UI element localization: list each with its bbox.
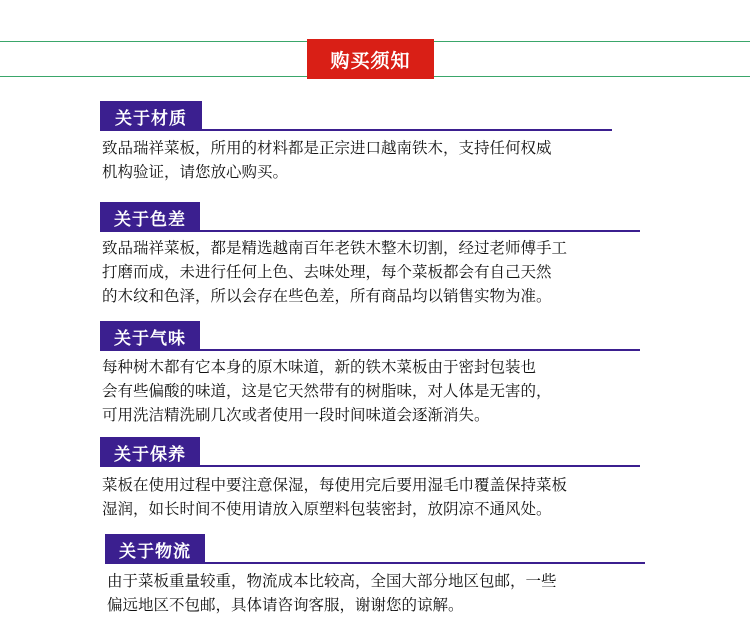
section-heading: 关于材质 — [100, 101, 202, 131]
body-line: 致品瑞祥菜板，都是精选越南百年老铁木整木切割，经过老师傅手工 — [102, 239, 568, 257]
body-line: 菜板在使用过程中要注意保湿，每使用完后要用湿毛巾覆盖保持菜板 — [102, 476, 568, 494]
section-heading: 关于色差 — [100, 202, 200, 232]
section-rule — [105, 562, 645, 564]
section-heading: 关于气味 — [100, 321, 200, 351]
body-line: 可用洗洁精洗刷几次或者使用一段时间味道会逐渐消失。 — [102, 406, 490, 424]
section-rule — [100, 230, 640, 232]
body-line: 的木纹和色泽，所以会存在些色差，所有商品均以销售实物为准。 — [102, 287, 552, 305]
section-body — [107, 569, 557, 617]
body-line: 由于菜板重量较重，物流成本比较高，全国大部分地区包邮，一些 — [107, 572, 557, 590]
body-line: 机构验证，请您放心购买。 — [102, 163, 289, 181]
body-line: 偏远地区不包邮，具体请咨询客服，谢谢您的谅解。 — [107, 596, 464, 614]
section-body — [102, 355, 552, 427]
section-rule — [100, 465, 640, 467]
body-line: 打磨而成，未进行任何上色、去味处理，每个菜板都会有自己天然 — [102, 263, 552, 281]
body-line: 每种树木都有它本身的原木味道，新的铁木菜板由于密封包装也 — [102, 358, 537, 376]
body-line: 会有些偏酸的味道，这是它天然带有的树脂味，对人体是无害的， — [102, 382, 552, 400]
body-line: 致品瑞祥菜板，所用的材料都是正宗进口越南铁木，支持任何权威 — [102, 139, 552, 157]
page-title-banner: 购买须知 — [307, 39, 434, 79]
section-heading: 关于保养 — [100, 437, 200, 467]
section-body — [102, 236, 567, 308]
section-rule — [100, 349, 640, 351]
section-heading: 关于物流 — [105, 534, 205, 564]
section-body — [102, 473, 567, 521]
section-body — [102, 136, 552, 184]
section-rule — [100, 129, 612, 131]
body-line: 湿润，如长时间不使用请放入原塑料包装密封，放阴凉不通风处。 — [102, 500, 552, 518]
